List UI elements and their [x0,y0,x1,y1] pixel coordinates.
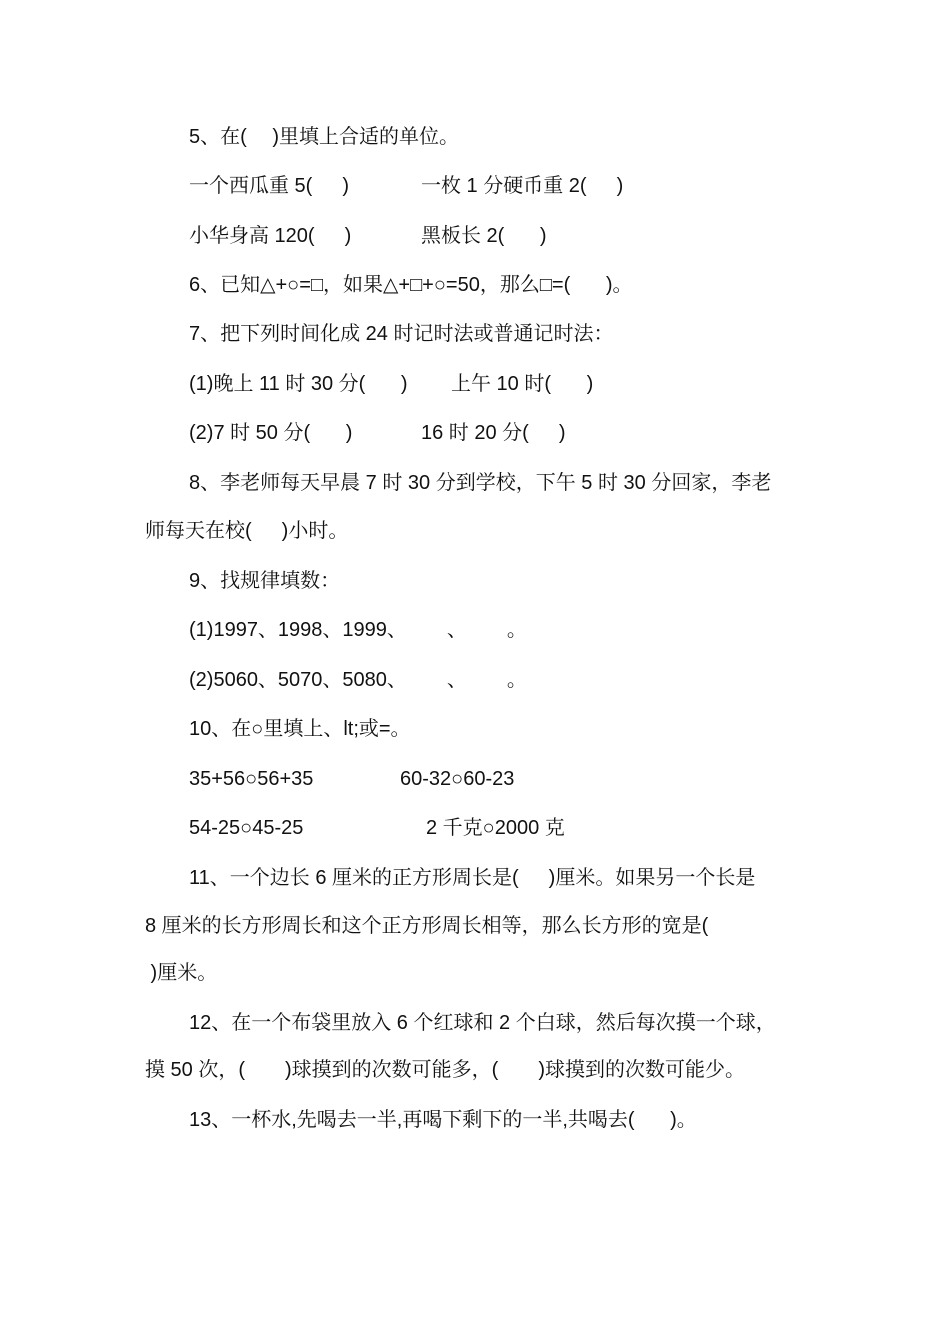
question-7-item-1b: 上午 10 时( ) [451,373,594,395]
question-7-item-2a: (2)7 时 50 分( ) [189,422,353,444]
question-6: 6、已知△+○=□，如果△+□+○=50，那么□=( )。 [189,274,633,296]
question-11-line-3: )厘米。 [145,962,218,984]
question-8-line-2: 师每天在校( )小时。 [145,520,349,542]
question-7-title: 7、把下列时间化成 24 时记时法或普通记时法： [189,323,614,345]
question-8-line-1: 8、李老师每天早晨 7 时 30 分到学校，下午 5 时 30 分回家，李老 [189,472,772,494]
question-10-item-b: 60-32○60-23 [400,768,515,790]
question-9-item-1: (1)1997、1998、1999、 、 。 [189,619,527,641]
question-13: 13、一杯水,先喝去一半,再喝下剩下的一半,共喝去( )。 [189,1109,697,1131]
question-7-item-1a: (1)晚上 11 时 30 分( ) [189,373,408,395]
question-5-item-height: 小华身高 120( ) [189,225,352,247]
question-5-item-coin: 一枚 1 分硬币重 2( ) [421,175,624,197]
question-5-title: 5、在( )里填上合适的单位。 [189,126,459,148]
question-11-line-2: 8 厘米的长方形周长和这个正方形周长相等，那么长方形的宽是( [145,915,709,937]
question-10-item-a: 35+56○56+35 [189,768,314,790]
question-10-title: 10、在○里填上、lt;或=。 [189,718,411,740]
question-12-line-2: 摸 50 次，( )球摸到的次数可能多，( )球摸到的次数可能少。 [145,1059,745,1081]
question-5-item-watermelon: 一个西瓜重 5( ) [189,175,349,197]
question-10-item-d: 2 千克○2000 克 [426,817,565,839]
question-9-item-2: (2)5060、5070、5080、 、 。 [189,669,527,691]
question-5-item-blackboard: 黑板长 2( ) [421,225,547,247]
question-11-line-1: 11、一个边长 6 厘米的正方形周长是( )厘米。如果另一个长是 [189,867,756,889]
question-9-title: 9、找规律填数： [189,570,341,592]
question-12-line-1: 12、在一个布袋里放入 6 个红球和 2 个白球，然后每次摸一个球， [189,1012,776,1034]
question-10-item-c: 54-25○45-25 [189,817,304,839]
question-7-item-2b: 16 时 20 分( ) [421,422,566,444]
